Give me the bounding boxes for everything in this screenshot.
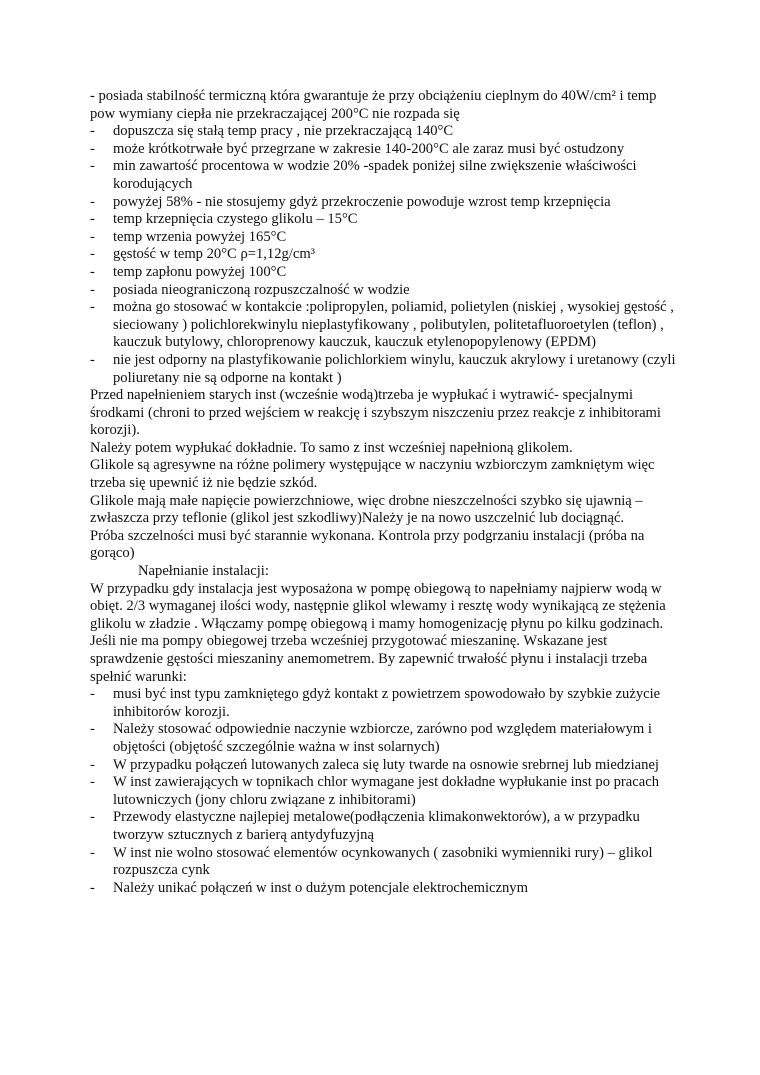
list-item: - temp wrzenia powyżej 165°C <box>90 229 680 247</box>
list-item: - Należy unikać połączeń w inst o dużym potencjale elektrochemicznym <box>90 880 680 898</box>
list-item: - powyżej 58% - nie stosujemy gdyż przekroczenie powoduje wzrost temp krzepnięcia <box>90 194 680 212</box>
intro-paragraph: - posiada stabilność termiczną która gwarantuje że przy obciążeniu cieplnym do 40W/cm² i temp pow wymiany ciepła nie przekraczającej 200°C nie rozpada się <box>90 88 657 122</box>
list-item: - W przypadku połączeń lutowanych zaleca się luty twarde na osnowie srebrnej lub miedzianej <box>90 757 680 775</box>
section-paragraph: W przypadku gdy instalacja jest wyposażona w pompę obiegową to napełniamy najpierw wodą w obięt. 2/3 wymaganej ilości wody, następnie glikol wlewamy i resztę wody wynikającą ze stężenia glikolu w zładzie . Włączamy pompę obiegową i mamy homogenizację płynu po kilku godzinach. Jeśli nie ma pompy obiegowej trzeba wcześniej przygotować mieszaninę. Wskazane jest sprawdzenie gęstości mieszaniny anemometrem. By zapewnić trwałość płynu i instalacji trzeba spełnić warunki: <box>90 580 666 685</box>
list-item: - nie jest odporny na plastyfikowanie polichlorkiem winylu, kauczuk akrylowy i uretanowy (czyli poliuretany nie są odporne na kontakt ) <box>90 352 680 387</box>
conditions-list <box>90 686 680 897</box>
document-body <box>90 88 680 897</box>
list-item: - Należy stosować odpowiednie naczynie wzbiorcze, zarówno pod względem materiałowym i objętości (objętość szczególnie ważna w inst solarnych) <box>90 721 680 756</box>
list-item: - posiada nieograniczoną rozpuszczalność w wodzie <box>90 282 680 300</box>
list-item: - temp krzepnięcia czystego glikolu – 15°C <box>90 211 680 229</box>
list-item: - musi być inst typu zamkniętego gdyż kontakt z powietrzem spowodowało by szybkie zużycie inhibitorów korozji. <box>90 686 680 721</box>
body-paragraph: Przed napełnieniem starych inst (wcześnie wodą)trzeba je wypłukać i wytrawić- specjalnymi środkami (chroni to przed wejściem w reakcję i szybszym niszczeniu przez reakcje z inhibitorami korozji). <box>90 387 661 439</box>
body-paragraph: Glikole mają małe napięcie powierzchniowe, więc drobne nieszczelności szybko się ujawnią – zwłaszcza przy teflonie (glikol jest szkodliwy)Należy je na nowo uszczelnić lub dociągnąć. <box>90 492 643 527</box>
list-item: - temp zapłonu powyżej 100°C <box>90 264 680 282</box>
list-item: - W inst zawierających w topnikach chlor wymagane jest dokładne wypłukanie inst po pracach lutowniczych (jony chloru związane z inhibitorami) <box>90 774 680 809</box>
list-item: - można go stosować w kontakcie :polipropylen, poliamid, polietylen (niskiej , wysokiej gęstość , sieciowany ) polichlorekwinylu nieplastyfikowany , polibutylen, politetafluoroetylen (teflon) , kauczuk butylowy, chloroprenowy kauczuk, kauczuk etylenopopylenowy (EPDM) <box>90 299 680 352</box>
body-paragraph: Glikole są agresywne na różne polimery występujące w naczyniu wzbiorczym zamkniętym więc trzeba się upewnić iż nie będzie szkód. <box>90 457 655 492</box>
list-item: - W inst nie wolno stosować elementów ocynkowanych ( zasobniki wymienniki rury) – glikol rozpuszcza cynk <box>90 845 680 880</box>
list-item: - min zawartość procentowa w wodzie 20% -spadek poniżej silne zwiększenie właściwości korodujących <box>90 158 680 193</box>
body-paragraph: Należy potem wypłukać dokładnie. To samo z inst wcześniej napełnioną glikolem. <box>90 439 573 456</box>
body-paragraph: Próba szczelności musi być starannie wykonana. Kontrola przy podgrzaniu instalacji (próba na gorąco) <box>90 527 645 562</box>
list-item: - Przewody elastyczne najlepiej metalowe(podłączenia klimakonwektorów), a w przypadku tworzyw sztucznych z barierą antydyfuzyjną <box>90 809 680 844</box>
section-heading: Napełnianie instalacji: <box>138 563 269 580</box>
properties-list <box>90 123 680 387</box>
list-item: - może krótkotrwałe być przegrzane w zakresie 140-200°C ale zaraz musi być ostudzony <box>90 141 680 159</box>
list-item: - gęstość w temp 20°C ρ=1,12g/cm³ <box>90 246 680 264</box>
list-item: - dopuszcza się stałą temp pracy , nie przekraczającą 140°C <box>90 123 680 141</box>
